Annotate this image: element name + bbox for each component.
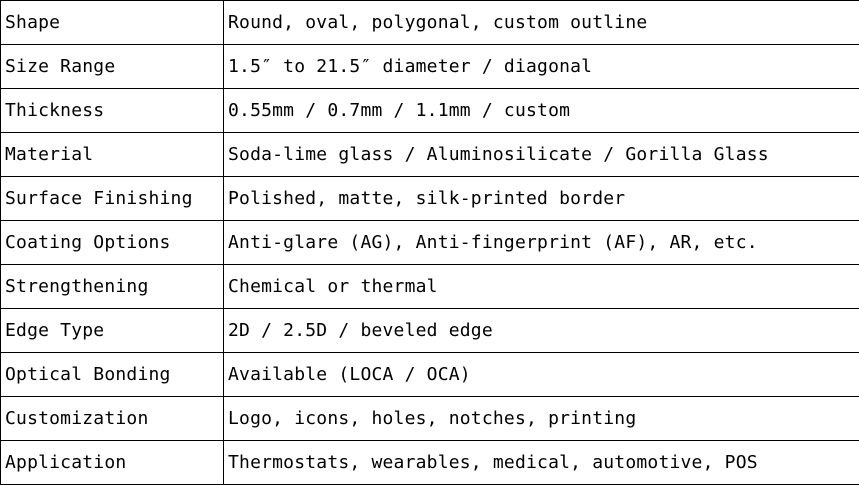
row-value: Logo, icons, holes, notches, printing [224, 397, 859, 441]
row-label: Shape [1, 1, 224, 45]
table-row-surface-finishing [1, 177, 859, 221]
row-value: Chemical or thermal [224, 265, 859, 309]
spec-table-body [1, 1, 859, 485]
row-label: Thickness [1, 89, 224, 133]
table-row-material [1, 133, 859, 177]
row-value: Soda-lime glass / Aluminosilicate / Gorilla Glass [224, 133, 859, 177]
table-row-shape [1, 1, 859, 45]
table-row-customization [1, 397, 859, 441]
row-label: Optical Bonding [1, 353, 224, 397]
row-label: Customization [1, 397, 224, 441]
row-label: Edge Type [1, 309, 224, 353]
row-value: 1.5″ to 21.5″ diameter / diagonal [224, 45, 859, 89]
row-label: Application [1, 441, 224, 485]
row-label: Surface Finishing [1, 177, 224, 221]
row-label: Size Range [1, 45, 224, 89]
table-row-optical-bonding [1, 353, 859, 397]
row-value: 0.55mm / 0.7mm / 1.1mm / custom [224, 89, 859, 133]
row-value: Round, oval, polygonal, custom outline [224, 1, 859, 45]
row-value: 2D / 2.5D / beveled edge [224, 309, 859, 353]
table-row-edge-type [1, 309, 859, 353]
row-value: Polished, matte, silk-printed border [224, 177, 859, 221]
row-label: Coating Options [1, 221, 224, 265]
row-value: Available (LOCA / OCA) [224, 353, 859, 397]
table-row-size-range [1, 45, 859, 89]
table-row-coating-options [1, 221, 859, 265]
row-value: Thermostats, wearables, medical, automotive, POS [224, 441, 859, 485]
table-row-thickness [1, 89, 859, 133]
row-label: Strengthening [1, 265, 224, 309]
row-value: Anti-glare (AG), Anti-fingerprint (AF), AR, etc. [224, 221, 859, 265]
table-row-strengthening [1, 265, 859, 309]
table-row-application [1, 441, 859, 485]
row-label: Material [1, 133, 224, 177]
